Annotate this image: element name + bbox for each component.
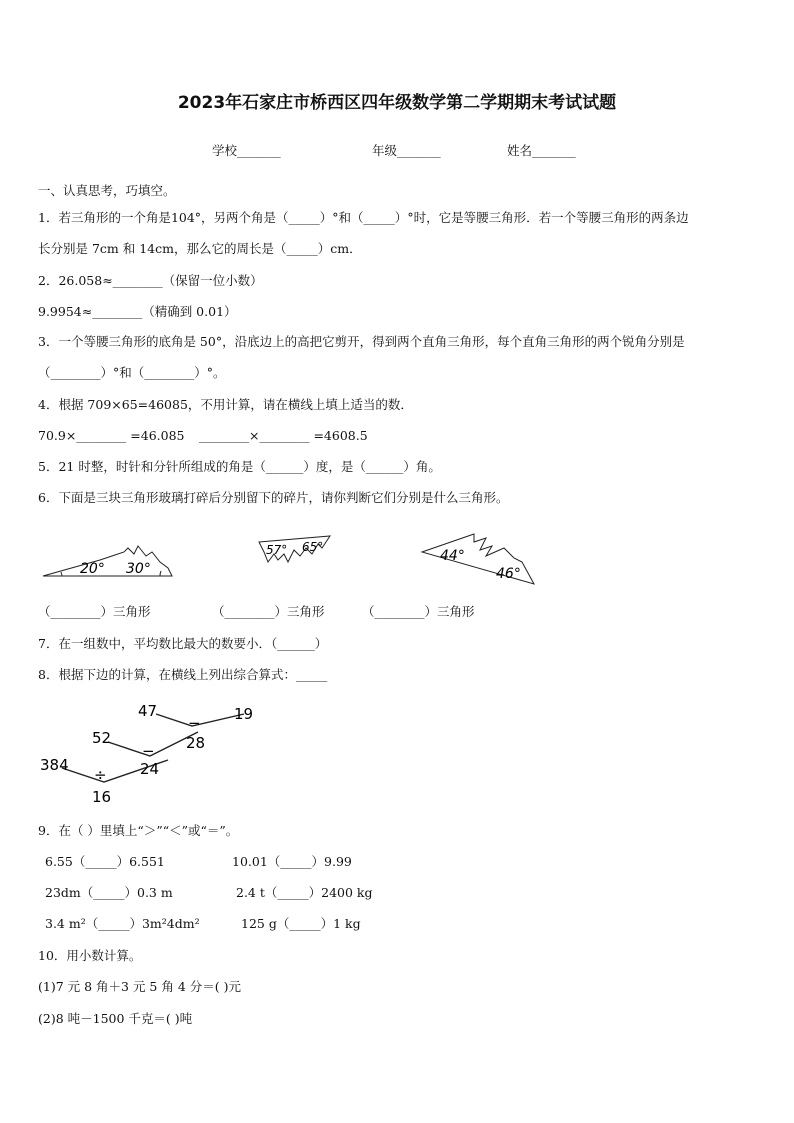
glass-fragment-2 xyxy=(256,534,336,570)
question-1-line-2: 长分别是 7cm 和 14cm，那么它的周长是（_____）cm． xyxy=(38,241,362,256)
tree-number-47: 47 xyxy=(138,702,158,720)
glass-fragment-1 xyxy=(40,542,176,582)
question-2-line-2: 9.9954≈________（精确到 0.01） xyxy=(38,304,237,319)
name-field: 姓名_______ xyxy=(507,143,576,158)
tree-number-28: 28 xyxy=(186,734,206,752)
question-3-line-1: 3．一个等腰三角形的底角是 50°，沿底边上的高把它剪开，得到两个直角三角形，每个直角三角形的两个锐角分别是 xyxy=(38,334,685,349)
grade-field: 年级_______ xyxy=(372,143,441,158)
question-9-row-1b: 10.01（_____）9.99 xyxy=(232,854,352,869)
fragment-1-angle-a: 20° xyxy=(80,561,105,577)
question-10-part-1: (1)7 元 8 角＋3 元 5 角 4 分＝( )元 xyxy=(38,979,241,994)
glass-fragment-3 xyxy=(418,532,538,588)
question-6: 6．下面是三块三角形玻璃打碎后分别留下的碎片，请你判断它们分别是什么三角形。 xyxy=(38,490,509,505)
tree-number-52: 52 xyxy=(92,729,112,747)
question-10: 10．用小数计算。 xyxy=(38,948,142,963)
calculation-tree xyxy=(38,698,268,810)
fragment-3-answer: （________）三角形 xyxy=(362,604,475,619)
question-10-part-2: (2)8 吨－1500 千克＝( )吨 xyxy=(38,1011,193,1026)
question-9-row-2a: 23dm（_____）0.3 m xyxy=(45,885,173,900)
section-heading: 一、认真思考，巧填空。 xyxy=(38,183,176,198)
tree-number-384: 384 xyxy=(40,756,69,774)
question-4-line-2a: 70.9×________ =46.085 xyxy=(38,428,185,443)
tree-operator-divide: ÷ xyxy=(94,766,107,784)
tree-operator-minus-2: − xyxy=(142,742,155,760)
tree-operator-minus-1: − xyxy=(188,714,201,732)
tree-number-24: 24 xyxy=(140,760,160,778)
question-5: 5．21 时整，时针和分针所组成的角是（______）度，是（______）角。 xyxy=(38,459,441,474)
question-4-line-1: 4．根据 709×65=46085，不用计算，请在横线上填上适当的数． xyxy=(38,397,413,412)
question-2-line-1: 2．26.058≈________（保留一位小数） xyxy=(38,273,263,288)
question-9-row-3a: 3.4 m²（_____）3m²4dm² xyxy=(45,916,200,931)
question-3-line-2: （________）°和（________）°。 xyxy=(38,365,226,380)
question-1-line-1: 1．若三角形的一个角是104°，另两个角是（_____）°和（_____）°时，它是等腰三角形．若一个等腰三角形的两条边 xyxy=(38,210,689,225)
tree-number-19: 19 xyxy=(234,705,254,723)
question-9-row-2b: 2.4 t（_____）2400 kg xyxy=(236,885,373,900)
question-8: 8．根据下边的计算，在横线上列出综合算式：_____ xyxy=(38,667,328,682)
question-9: 9．在（ ）里填上“＞”“＜”或“＝”。 xyxy=(38,823,239,838)
fragment-3-angle-a: 44° xyxy=(440,548,465,564)
fragment-2-angle-a: 57° xyxy=(266,543,288,557)
tree-number-16: 16 xyxy=(92,788,112,806)
question-9-row-1a: 6.55（_____）6.551 xyxy=(45,854,165,869)
fragment-1-angle-b: 30° xyxy=(126,561,151,577)
question-7: 7．在一组数中，平均数比最大的数要小．（______） xyxy=(38,636,328,651)
fragment-3-angle-b: 46° xyxy=(496,566,521,582)
page-title: 2023年石家庄市桥西区四年级数学第二学期期末考试试题 xyxy=(177,93,617,113)
fragment-1-answer: （________）三角形 xyxy=(38,604,151,619)
question-9-row-3b: 125 g（_____）1 kg xyxy=(241,916,361,931)
school-field: 学校_______ xyxy=(212,143,281,158)
question-4-line-2b: ________×________ =4608.5 xyxy=(199,428,368,443)
fragment-2-answer: （________）三角形 xyxy=(212,604,325,619)
fragment-2-angle-b: 65° xyxy=(302,540,324,554)
